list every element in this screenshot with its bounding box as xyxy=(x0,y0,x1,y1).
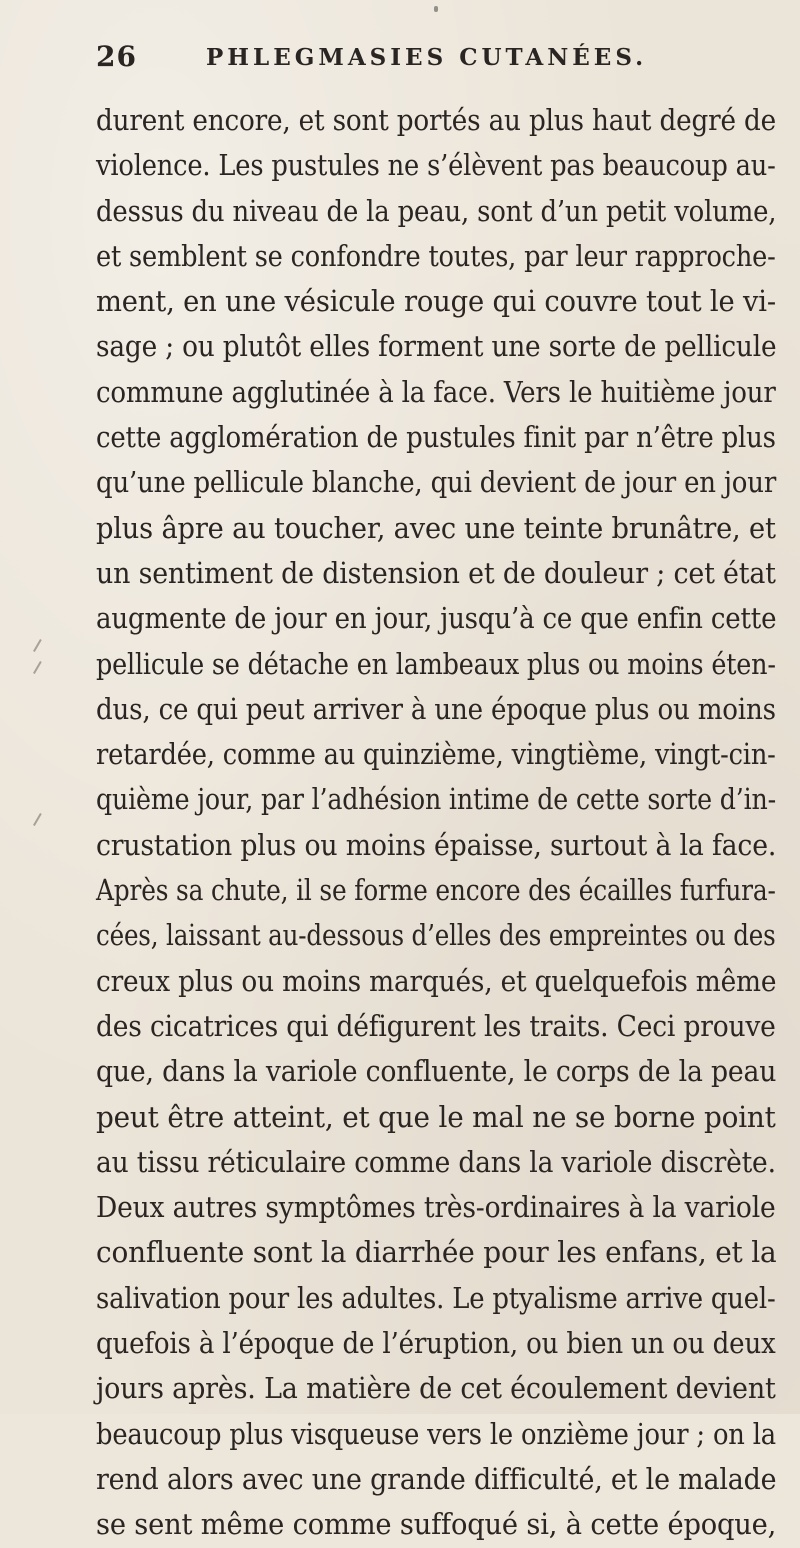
text-line: cées, laissant au-dessous d’elles des empreintes ou des xyxy=(96,918,776,953)
text-line: cette agglomération de pustules finit par n’être plus xyxy=(96,420,776,455)
text-line: pellicule se détache en lambeaux plus ou moins éten- xyxy=(96,646,776,681)
text-line: salivation pour les adultes. Le ptyalisme arrive quel- xyxy=(96,1280,776,1315)
text-line: crustation plus ou moins épaisse, surtout à la face. xyxy=(96,827,777,862)
page-header xyxy=(96,40,776,80)
text-line: se sent même comme suffoqué si, à cette époque, xyxy=(96,1507,777,1542)
text-line: et semblent se confondre toutes, par leur rapproche- xyxy=(96,238,776,273)
text-line: violence. Les pustules ne s’élèvent pas beaucoup au- xyxy=(96,148,776,183)
text-line: beaucoup plus visqueuse vers le onzième jour ; on la xyxy=(96,1416,776,1451)
text-line: creux plus ou moins marqués, et quelquefois même xyxy=(96,963,777,998)
text-line: retardée, comme au quinzième, vingtième, vingt-cin- xyxy=(96,737,776,772)
text-line: Deux autres symptômes très-ordinaires à la variole xyxy=(96,1190,776,1225)
text-line: quième jour, par l’adhésion intime de cette sorte d’in- xyxy=(96,782,777,817)
text-line: confluente sont la diarrhée pour les enfans, et la xyxy=(96,1235,777,1270)
ink-speck xyxy=(434,6,438,12)
text-line: augmente de jour en jour, jusqu’à ce que enfin cette xyxy=(96,601,777,636)
text-line: des cicatrices qui défigurent les traits. Ceci prouve xyxy=(96,1008,776,1043)
text-line: quefois à l’époque de l’éruption, ou bien un ou deux xyxy=(96,1326,776,1361)
text-line: durent encore, et sont portés au plus haut degré de xyxy=(96,103,776,137)
text-line: qu’une pellicule blanche, qui devient de jour en jour xyxy=(96,465,777,500)
body-text xyxy=(96,98,776,1548)
text-line: dessus du niveau de la peau, sont d’un petit volume, xyxy=(96,193,777,228)
text-line: Après sa chute, il se forme encore des écailles furfura- xyxy=(96,873,776,908)
text-line: commune agglutinée à la face. Vers le huitième jour xyxy=(96,374,776,409)
text-line: ment, en une vésicule rouge qui couvre tout le vi- xyxy=(96,284,776,319)
text-line: jours après. La matière de cet écoulement devient xyxy=(96,1371,776,1406)
text-line: plus âpre au toucher, avec une teinte brunâtre, et xyxy=(96,510,776,545)
text-line: que, dans la variole confluente, le corps de la peau xyxy=(96,1054,777,1089)
text-line: sage ; ou plutôt elles forment une sorte de pellicule xyxy=(96,329,777,364)
text-line: dus, ce qui peut arriver à une époque plus ou moins xyxy=(96,691,776,726)
page-number: 26 xyxy=(96,40,137,73)
text-line: rend alors avec une grande difficulté, et le malade xyxy=(96,1461,777,1496)
margin-mark xyxy=(33,813,47,829)
text-line: un sentiment de distension et de douleur ; cet état xyxy=(96,555,776,590)
margin-mark xyxy=(33,639,47,655)
running-title: PHLEGMASIES CUTANÉES. xyxy=(206,44,648,71)
margin-mark xyxy=(33,661,47,677)
text-line: peut être atteint, et que le mal ne se borne point xyxy=(96,1099,776,1134)
text-line: au tissu réticulaire comme dans la variole discrète. xyxy=(96,1144,776,1179)
